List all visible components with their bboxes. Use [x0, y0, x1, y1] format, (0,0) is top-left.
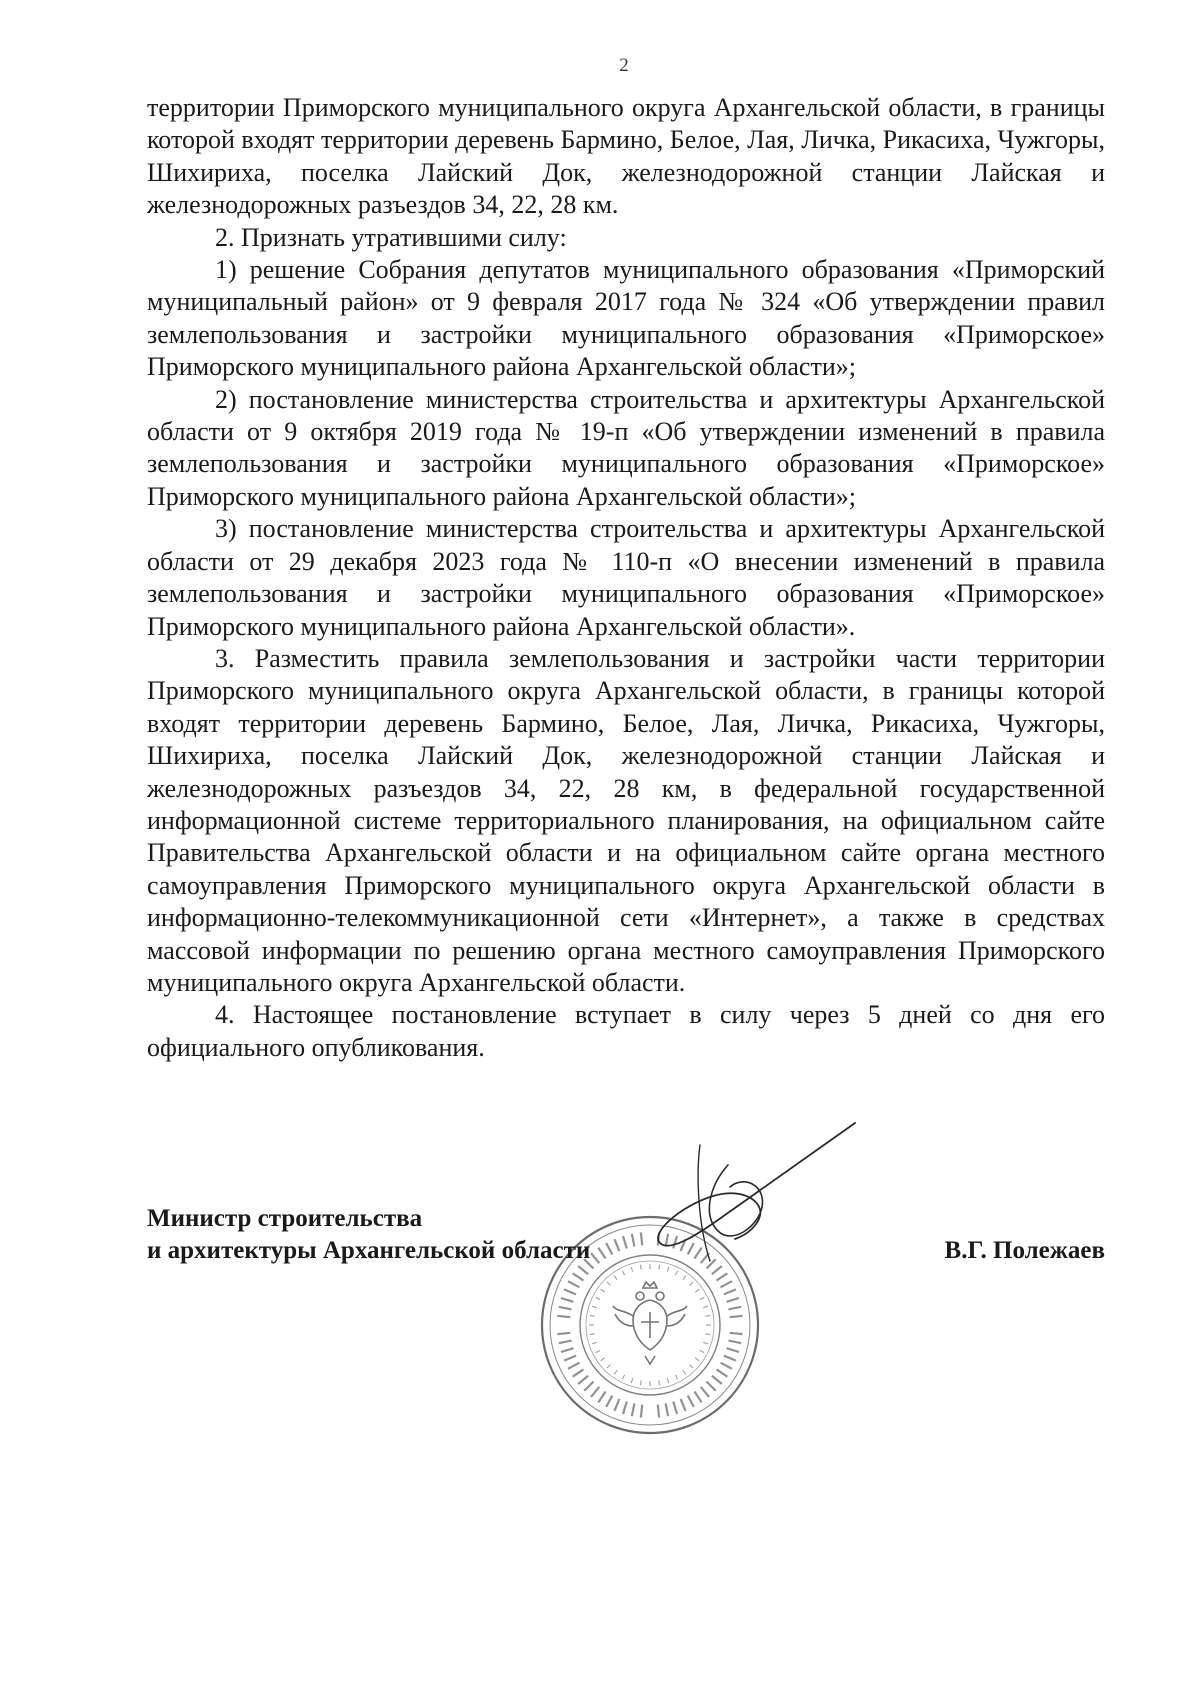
signatory-title-line2: и архитектуры Архангельской области	[147, 1237, 591, 1264]
paragraph-item-3: 3. Разместить правила землепользования и застройки части территории Приморского муниципального округа Архангельской области, в границы которой входят территории деревень Бармино, Белое, Лая, Личка, Рикасиха, Чужгоры, Шихириха, поселка Лайский Док, железнодорожной станции Лайская и железнодорожных разъездов 34, 22, 28 км, в федеральной государственной информационной системе территориального планирования, на официальном сайте Правительства Архангельской области и на официальном сайте органа местного самоуправления Приморского муниципального округа Архангельской области в информационно-телекоммуникационной сети «Интернет», а также в средствах массовой информации по решению органа местного самоуправления Приморского муниципального округа Архангельской области.	[147, 643, 1105, 997]
signatory-name: В.Г. Полежаев	[944, 1237, 1105, 1264]
coat-of-arms-icon	[613, 1282, 687, 1364]
paragraph-continuation: территории Приморского муниципального округа Архангельской области, в границы которой входят территории деревень Бармино, Белое, Лая, Личка, Рикасиха, Чужгоры, Шихириха, поселка Лайский Док, железнодорожной станции Лайская и железнодорожных разъездов 34, 22, 28 км.	[147, 93, 1105, 220]
signature-block	[147, 1203, 1105, 1267]
paragraph-item-2: 2. Признать утратившими силу:	[215, 222, 567, 252]
paragraph-subitem-3: 3) постановление министерства строительства и архитектуры Архангельской области от 29 декабря 2023 года № 110-п «О внесении изменений в правила землепользования и застройки муниципального образования «Приморское» Приморского муниципального района Архангельской области».	[147, 514, 1105, 641]
paragraph-item-4: 4. Настоящее постановление вступает в силу через 5 дней со дня его официального опубликования.	[147, 1000, 1105, 1062]
signatory-title-line1: Министр строительства	[147, 1205, 423, 1232]
paragraph-subitem-2: 2) постановление министерства строительства и архитектуры Архангельской области от 9 октября 2019 года № 19-п «Об утверждении изменений в правила землепользования и застройки муниципального образования «Приморское» Приморского муниципального района Архангельской области»;	[147, 384, 1105, 511]
document-body	[147, 92, 1105, 1064]
paragraph-subitem-1: 1) решение Собрания депутатов муниципального образования «Приморский муниципальный район» от 9 февраля 2017 года № 324 «Об утверждении правил землепользования и застройки муниципального образования «Приморское» Приморского муниципального района Архангельской области»;	[147, 255, 1105, 382]
page-number: 2	[619, 55, 629, 76]
